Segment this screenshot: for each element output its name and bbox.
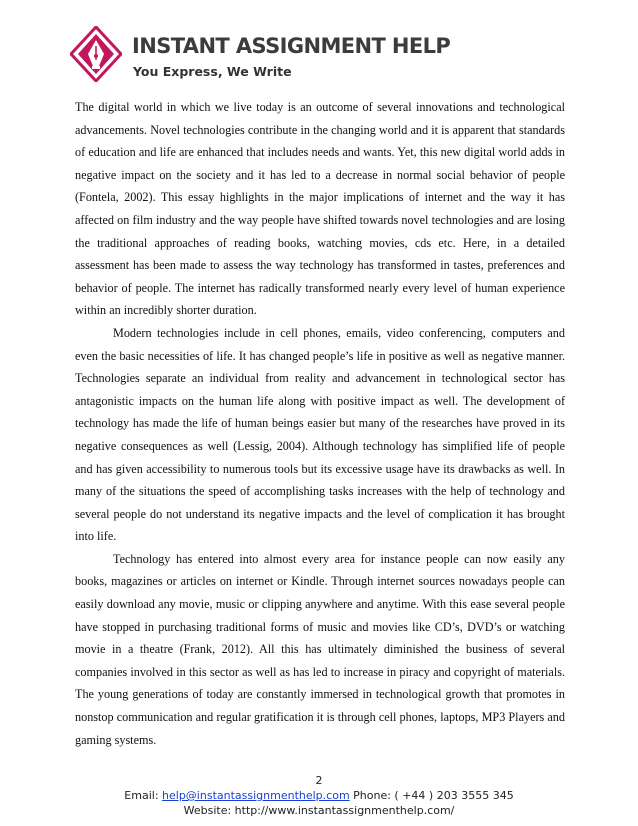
brand-name: INSTANT ASSIGNMENT HELP bbox=[132, 34, 451, 58]
page-number: 2 bbox=[315, 774, 323, 787]
paragraph-2: Modern technologies include in cell phones, emails, video conferencing, computers and even the basic necessities of life. It has changed people’s life in positive as well as negative manner. Technologies separate an individual from reality and advancement in technological sector has antagonistic impacts on the human life along with positive impact as well. The development of technology has made the life of human beings easier but many of the researches have proved in its negative consequences as well (Lessig, 2004). Although technology has simplified life of people and has given accessibility to numerous tools but its excessive usage have its drawbacks as well. In many of the situations the speed of accomplishing tasks increases with the help of technology and several people do not understand its negative impacts and the level of complication it has brought into life. bbox=[75, 325, 565, 544]
paragraph-3: Technology has entered into almost every area for instance people can now easily any books, magazines or articles on internet or Kindle. Through internet sources nowadays people can easily download any movie, music or clipping anywhere and anytime. With this ease several people have stopped in purchasing traditional forms of music and movies like CD’s, DVD’s or watching movie in a theatre (Frank, 2012). All this has ultimately diminished the business of several companies involved in this sector as well as has led to increase in piracy and copyright of materials. The young generations of today are constantly immersed in technological growth that promotes in nonstop communication and regular gratification it is through cell phones, laptops, MP3 Players and gaming systems. bbox=[75, 551, 565, 747]
email-label: Email: bbox=[124, 789, 163, 802]
pen-nib-logo-icon bbox=[70, 26, 122, 82]
phone-text: Phone: ( +44 ) 203 3555 345 bbox=[349, 789, 514, 802]
paragraph-1: The digital world in which we live today is an outcome of several innovations and technological advancements. Novel technologies contribute in the changing world and it is apparent that standards of education and life are enhanced that includes needs and wants. Yet, this new digital world adds in negative impact on the society and it has led to a decrease in normal social behavior of people (Fontela, 2002). This essay highlights in the major implications of internet and the way it has affected on film industry and the way people have shifted towards novel technologies and are losing the traditional approaches of reading books, watching movies, cds etc. Here, in a detailed assessment has been made to assess the way technology has transformed in tastes, preferences and behavior of people. The internet has radically transformed nearly every level of human experience within an incredibly shorter duration. bbox=[75, 100, 565, 318]
page-footer bbox=[0, 773, 638, 818]
brand-header bbox=[70, 24, 490, 88]
email-link[interactable]: help@instantassignmenthelp.com bbox=[162, 789, 350, 802]
contact-line bbox=[0, 788, 638, 803]
essay-body bbox=[75, 96, 565, 751]
brand-tagline: You Express, We Write bbox=[133, 64, 292, 79]
website-line: Website: http://www.instantassignmenthelp.com/ bbox=[183, 804, 455, 817]
